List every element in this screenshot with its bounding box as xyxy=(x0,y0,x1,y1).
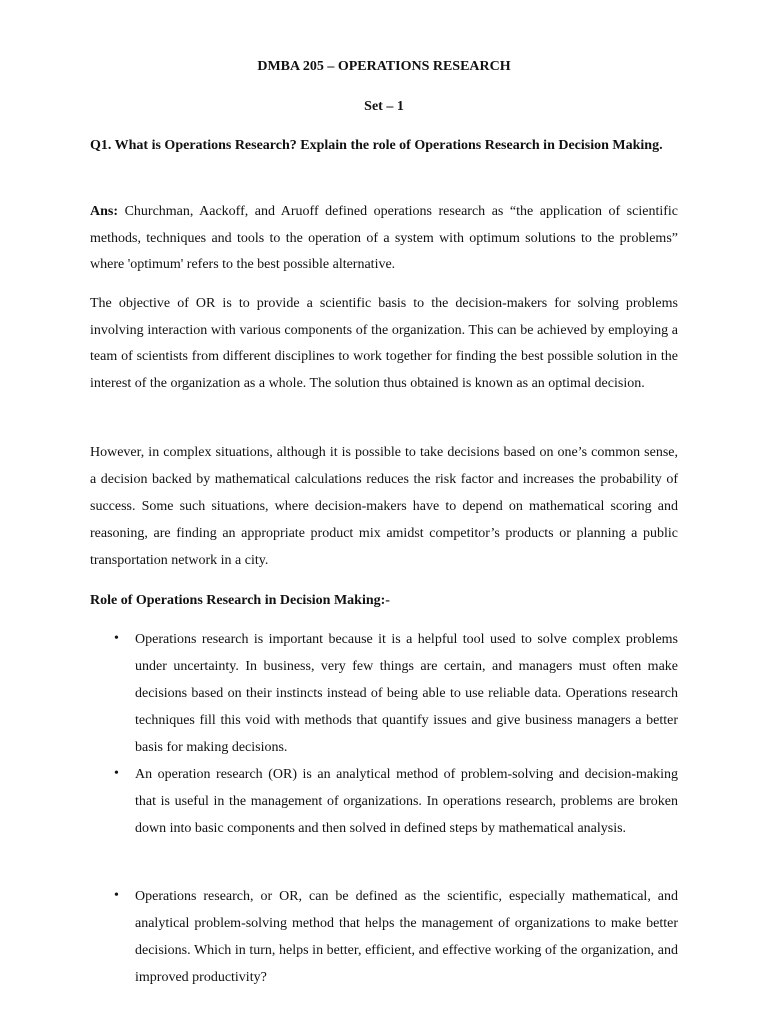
answer-intro-paragraph xyxy=(90,199,678,279)
role-bullet-item: Operations research, or OR, can be defined as the scientific, especially mathematical, and analytical problem-solving method that helps the management of organizations to make better decisions. Which in turn, helps in better, efficient, and effective working of the organization, and improved productivity? xyxy=(135,889,678,985)
set-label: Set – 1 xyxy=(364,99,404,114)
objective-paragraph: The objective of OR is to provide a scientific basis to the decision-makers for solving problems involving interaction with various components of the organization. This can be achieved by employing a team of scientists from different disciplines to work together for finding the best possible solution in the interest of the organization as a whole. The solution thus obtained is known as an optimal decision. xyxy=(90,296,678,391)
bullet-icon: • xyxy=(114,888,119,903)
answer-label: Ans: xyxy=(90,204,119,219)
role-section-heading: Role of Operations Research in Decision Making:- xyxy=(90,593,390,608)
complex-situations-paragraph: However, in complex situations, although it is possible to take decisions based on one’s common sense, a decision backed by mathematical calculations reduces the risk factor and increases the probability of success. Some such situations, where decision-makers have to depend on mathematical scoring and reasoning, are finding an appropriate product mix amidst competitor’s products or planning a public transportation network in a city. xyxy=(90,445,678,568)
role-bullet-item: Operations research is important because it is a helpful tool used to solve complex problems under uncertainty. In business, very few things are certain, and managers must often make decisions based on their instincts instead of being able to use reliable data. Operations research techniques fill this void with methods that quantify issues and give business managers a better basis for making decisions. xyxy=(135,632,678,755)
bullet-icon: • xyxy=(114,766,119,781)
document-title: DMBA 205 – OPERATIONS RESEARCH xyxy=(257,59,511,74)
question-heading: Q1. What is Operations Research? Explain the role of Operations Research in Decision Making. xyxy=(90,138,663,153)
role-bullet-item: An operation research (OR) is an analytical method of problem-solving and decision-making that is useful in the management of organizations. In operations research, problems are broken down into basic components and then solved in defined steps by mathematical analysis. xyxy=(135,767,678,836)
bullet-icon: • xyxy=(114,631,119,646)
answer-intro-text: Churchman, Aackoff, and Aruoff defined operations research as “the application of scientific methods, techniques and tools to the operation of a system with optimum solutions to the problems” where 'optimum' refers to the best possible alternative. xyxy=(90,204,678,272)
